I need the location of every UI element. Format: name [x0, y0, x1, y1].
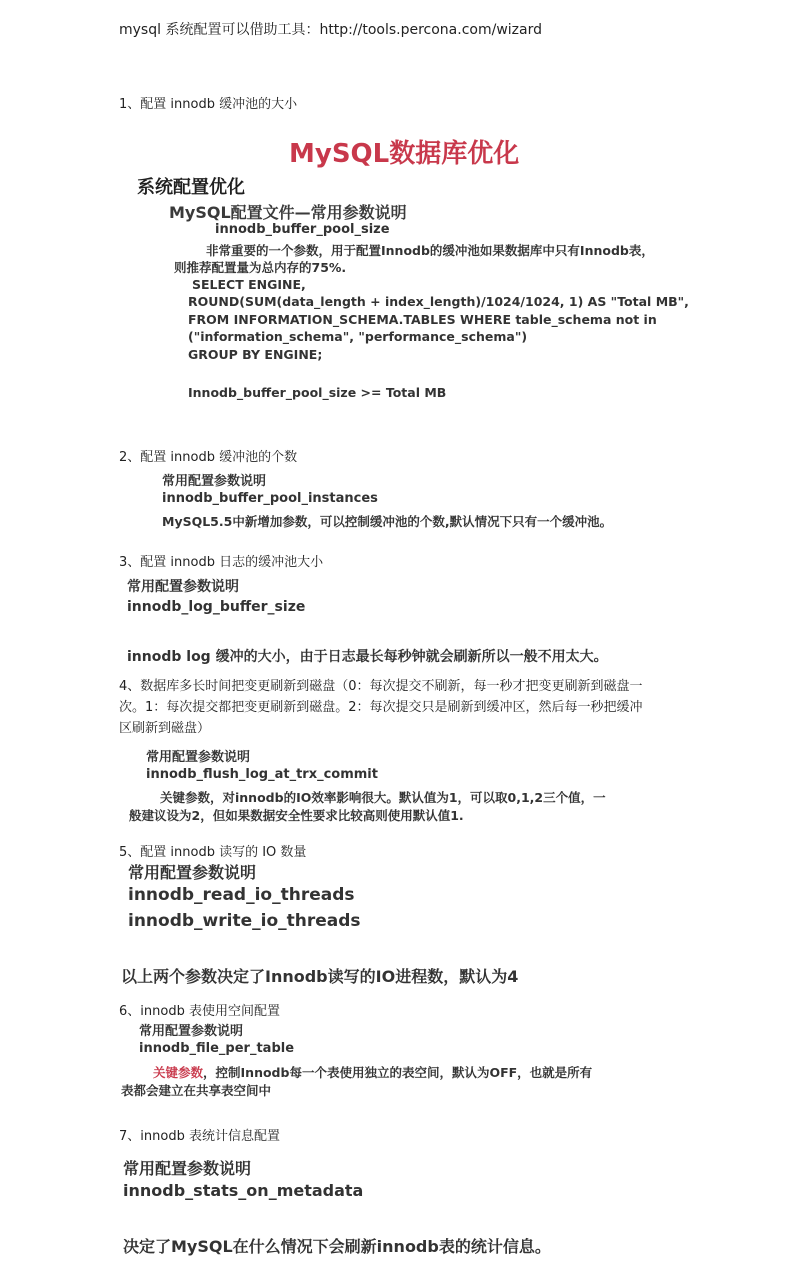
section-4-desc-line1: 关键参数，对innodb的IO效率影响很大。默认值为1，可以取0,1,2三个值，一: [160, 790, 606, 805]
section-7-label: 常用配置参数说明: [123, 1159, 252, 1178]
section-7-heading: 7、innodb 表统计信息配置: [119, 1129, 280, 1144]
section-1-desc-line1: 非常重要的一个参数，用于配置Innodb的缓冲池如果数据库中只有Innodb表，: [206, 243, 654, 258]
sql-line-3: FROM INFORMATION_SCHEMA.TABLES WHERE table_schema not in: [188, 312, 657, 327]
section-1-rule: Innodb_buffer_pool_size >= Total MB: [188, 385, 447, 400]
section-1-subtitle: 系统配置优化: [137, 177, 245, 198]
section-6-desc-line1: [153, 1063, 592, 1081]
section-5-desc: 以上两个参数决定了Innodb读写的IO进程数，默认为4: [121, 967, 519, 986]
sql-line-1: SELECT ENGINE,: [192, 277, 306, 292]
section-5-heading: 5、配置 innodb 读写的 IO 数量: [119, 845, 307, 860]
section-5-label: 常用配置参数说明: [128, 863, 257, 882]
section-4-heading-line1: 4、数据库多长时间把变更刷新到磁盘（0：每次提交不刷新，每一秒才把变更刷新到磁盘一: [119, 679, 643, 694]
banner-title: MySQL数据库优化: [289, 139, 520, 169]
section-7-param: innodb_stats_on_metadata: [123, 1181, 364, 1200]
section-5-param-read: innodb_read_io_threads: [128, 885, 355, 905]
section-2-param: innodb_buffer_pool_instances: [162, 491, 378, 506]
section-3-heading: 3、配置 innodb 日志的缓冲池大小: [119, 555, 324, 570]
section-1-param: innodb_buffer_pool_size: [215, 222, 390, 237]
section-4-param: innodb_flush_log_at_trx_commit: [146, 767, 378, 782]
section-7-desc: 决定了MySQL在什么情况下会刷新innodb表的统计信息。: [123, 1237, 551, 1256]
section-4-heading-line3: 区刷新到磁盘）: [119, 721, 211, 736]
section-6-desc-text: ，控制Innodb每一个表使用独立的表空间，默认为OFF，也就是所有: [203, 1065, 593, 1080]
section-6-label: 常用配置参数说明: [139, 1024, 244, 1039]
section-1-heading: 1、配置 innodb 缓冲池的大小: [119, 97, 298, 112]
section-3-label: 常用配置参数说明: [127, 579, 239, 595]
section-6-param: innodb_file_per_table: [139, 1041, 295, 1056]
key-param-highlight: 关键参数: [153, 1065, 204, 1080]
section-2-desc: MySQL5.5中新增加参数，可以控制缓冲池的个数,默认情况下只有一个缓冲池。: [162, 514, 613, 529]
section-3-desc: innodb log 缓冲的大小，由于日志最长每秒钟就会刷新所以一般不用太大。: [127, 649, 608, 665]
sql-line-2: ROUND(SUM(data_length + index_length)/1024/1024, 1) AS "Total MB",: [188, 294, 689, 309]
section-5-param-write: innodb_write_io_threads: [128, 911, 361, 931]
section-4-heading-line2: 次。1：每次提交都把变更刷新到磁盘。2：每次提交只是刷新到缓冲区，然后每一秒把缓冲: [119, 700, 643, 715]
section-6-desc-line2: 表都会建立在共享表空间中: [121, 1083, 272, 1098]
section-2-label: 常用配置参数说明: [162, 474, 267, 489]
section-1-subsubtitle: MySQL配置文件—常用参数说明: [169, 203, 407, 222]
section-3-param: innodb_log_buffer_size: [127, 599, 306, 615]
section-1-desc-line2: 则推荐配置量为总内存的75%.: [174, 260, 347, 275]
section-6-heading: 6、innodb 表使用空间配置: [119, 1004, 280, 1019]
sql-line-4: ("information_schema", "performance_schema"): [188, 329, 528, 344]
header-text: mysql 系统配置可以借助工具：http://tools.percona.com/wizard: [119, 22, 542, 38]
section-4-label: 常用配置参数说明: [146, 750, 251, 765]
sql-line-5: GROUP BY ENGINE;: [188, 347, 323, 362]
section-4-desc-line2: 般建议设为2，但如果数据安全性要求比较高则使用默认值1.: [129, 808, 464, 823]
section-2-heading: 2、配置 innodb 缓冲池的个数: [119, 450, 298, 465]
